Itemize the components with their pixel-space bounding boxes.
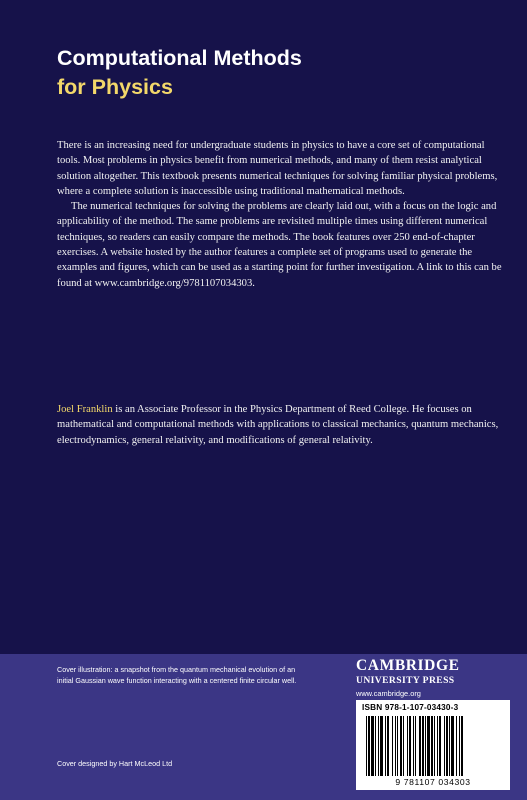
publisher-logo [356,658,516,699]
barcode-bar [395,716,396,776]
barcode-bar [378,716,379,776]
barcode-bar [431,716,433,776]
barcode-bar [366,716,367,776]
barcode-bar [409,716,411,776]
title-line-2: for Physics [57,75,173,99]
publisher-name: CAMBRIDGE [356,657,460,674]
barcode-bar [419,716,421,776]
barcode-bar [427,716,430,776]
description-paragraph-2: The numerical techniques for solving the problems are clearly laid out, with a focus on the logic and applicability of the method. The same problems are revisited multiple times using different numerical techniques, so readers can easily compare the methods. The book features over 250 end-of-chapter exercises. A website hosted by the author features a complete set of programs used to generate the examples and figures, which can be used as a starting point for further investigation. A link to this can be found at www.cambridge.org/9781107034303. [57,201,502,289]
barcode-bar [415,716,416,776]
barcode-bar [437,716,438,776]
author-bio [57,402,503,448]
book-title [57,44,302,102]
barcode-bar [371,716,374,776]
barcode-bar [451,716,454,776]
barcode-bar [380,716,383,776]
barcode-bar [425,716,426,776]
barcode-bar [413,716,414,776]
barcode-bar [403,716,404,776]
title-line-1: Computational Methods [57,46,302,70]
barcode-bar [434,716,435,776]
barcode-bar [459,716,460,776]
barcode-bar [400,716,402,776]
barcode-bar [392,716,393,776]
barcode-bar [461,716,463,776]
publisher-subtitle: UNIVERSITY PRESS [356,675,455,686]
cover-designer-credit: Cover designed by Hart McLeod Ltd [57,759,173,768]
description-paragraph-1: There is an increasing need for undergraduate students in physics to have a core set of computational tools. Most problems in physics benefit from numerical methods, and many of them resist analytical solution altogether. This textbook presents numerical techniques for solving familiar physical problems, where a complete solution is inaccessible using traditional mathematical methods. [57,140,498,197]
isbn-label: ISBN 978-1-107-03430-3 [362,703,459,712]
barcode-bar [375,716,376,776]
author-name: Joel Franklin [57,404,113,415]
barcode-bar [456,716,457,776]
barcode-bar [387,716,389,776]
barcode-bar [449,716,450,776]
barcode-bar [407,716,408,776]
barcode-bar [422,716,424,776]
barcode-bar [439,716,441,776]
barcode-bar [446,716,448,776]
book-description [57,138,503,291]
author-bio-text: is an Associate Professor in the Physics Department of Reed College. He focuses on mathematical and computational methods with applications to classical mechanics, quantum mechanics, electrodynamics, general relativity, and modifications of general relativity. [57,404,499,446]
barcode-bar [385,716,386,776]
barcode-bar [368,716,370,776]
publisher-url: www.cambridge.org [356,689,421,698]
cover-illustration-credit: Cover illustration: a snapshot from the quantum mechanical evolution of an initial Gaussian wave function interacting with a centered finite circular well. [57,665,297,685]
barcode-bar [444,716,445,776]
barcode-box [356,700,510,790]
barcode-digits: 9 781107 034303 [395,777,471,787]
barcode-bar [397,716,398,776]
